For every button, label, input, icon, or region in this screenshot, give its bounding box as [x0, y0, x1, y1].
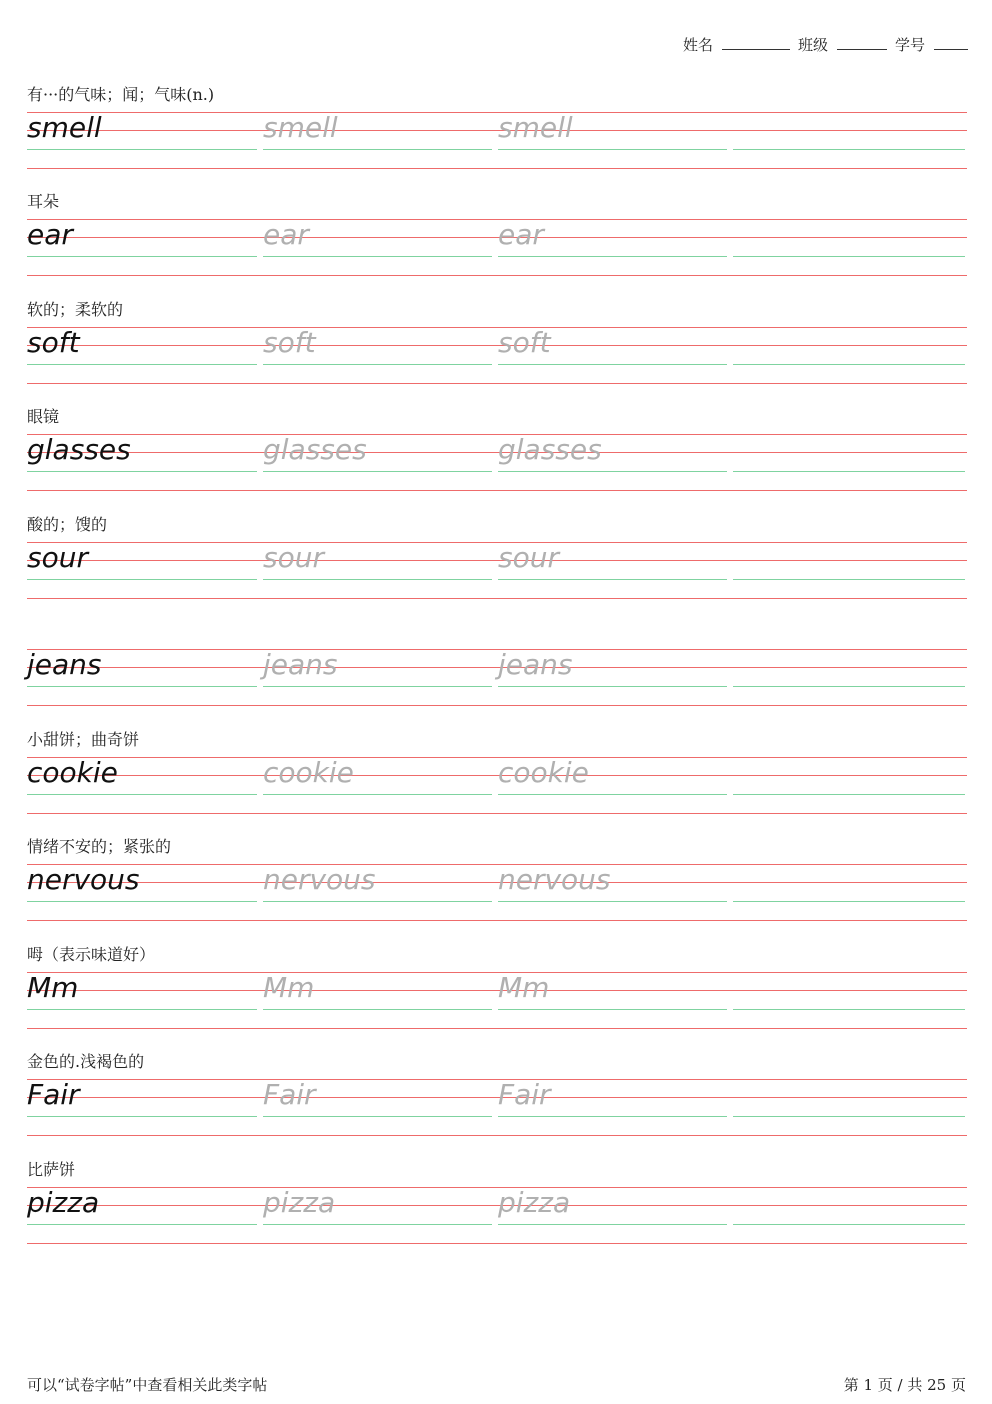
baseline-segment [498, 901, 727, 902]
word-meaning: 软的；柔软的 [27, 300, 124, 319]
guide-line-upper [27, 990, 967, 991]
practice-row [27, 514, 967, 622]
baseline-segment [498, 686, 727, 687]
word-meaning: 耳朵 [27, 192, 60, 211]
baseline-segment [27, 471, 257, 472]
word-meaning: 情绪不安的；紧张的 [27, 837, 172, 856]
practice-row [27, 836, 967, 944]
baseline-segment [498, 256, 727, 257]
guide-line-bottom [27, 383, 967, 384]
practice-row [27, 406, 967, 514]
guide-line-bottom [27, 813, 967, 814]
guide-line-bottom [27, 275, 967, 276]
word-meaning: 小甜饼；曲奇饼 [27, 730, 140, 749]
baseline-segment [733, 256, 965, 257]
baseline-segment [733, 794, 965, 795]
baseline-segment [27, 149, 257, 150]
baseline-segment [733, 1224, 965, 1225]
guide-line-bottom [27, 1135, 967, 1136]
guide-line-bottom [27, 598, 967, 599]
model-word: pizza [27, 1186, 100, 1219]
word-meaning: 酸的；馊的 [27, 515, 108, 534]
trace-word[interactable]: nervous [263, 863, 376, 896]
practice-row [27, 621, 967, 729]
footer-note: 可以“试卷字帖”中查看相关此类字帖 [27, 1376, 268, 1394]
trace-word[interactable]: Mm [498, 971, 550, 1004]
baseline-segment [27, 794, 257, 795]
guide-line-top [27, 327, 967, 328]
class-blank[interactable] [837, 35, 887, 50]
baseline-segment [263, 579, 492, 580]
word-meaning: 呣（表示味道好） [27, 945, 156, 964]
page-number: 第 1 页 / 共 25 页 [843, 1376, 966, 1394]
baseline-segment [27, 901, 257, 902]
baseline-segment [27, 1116, 257, 1117]
baseline-segment [27, 1009, 257, 1010]
guide-line-top [27, 649, 967, 650]
guide-line-upper [27, 1097, 967, 1098]
guide-line-top [27, 757, 967, 758]
trace-word[interactable]: jeans [498, 648, 573, 681]
practice-row [27, 1159, 967, 1267]
baseline-segment [733, 901, 965, 902]
baseline-segment [263, 686, 492, 687]
baseline-segment [733, 471, 965, 472]
model-word: glasses [27, 433, 131, 466]
trace-word[interactable]: smell [498, 111, 573, 144]
baseline-segment [498, 1009, 727, 1010]
trace-word[interactable]: soft [498, 326, 551, 359]
baseline-segment [27, 686, 257, 687]
guide-line-upper [27, 130, 967, 131]
baseline-segment [263, 794, 492, 795]
trace-word[interactable]: sour [263, 541, 324, 574]
trace-word[interactable]: smell [263, 111, 338, 144]
baseline-segment [263, 1009, 492, 1010]
baseline-segment [498, 1224, 727, 1225]
guide-line-top [27, 434, 967, 435]
model-word: Mm [27, 971, 79, 1004]
student-info-header [683, 34, 968, 55]
baseline-segment [498, 1116, 727, 1117]
guide-line-bottom [27, 490, 967, 491]
guide-line-bottom [27, 920, 967, 921]
model-word: smell [27, 111, 102, 144]
baseline-segment [263, 1116, 492, 1117]
baseline-segment [733, 579, 965, 580]
guide-line-bottom [27, 1243, 967, 1244]
baseline-segment [27, 256, 257, 257]
trace-word[interactable]: pizza [263, 1186, 336, 1219]
trace-word[interactable]: nervous [498, 863, 611, 896]
trace-word[interactable]: ear [498, 218, 544, 251]
baseline-segment [498, 579, 727, 580]
id-label: 学号 [894, 36, 925, 54]
trace-word[interactable]: ear [263, 218, 309, 251]
trace-word[interactable]: Fair [263, 1078, 316, 1111]
trace-word[interactable]: glasses [498, 433, 602, 466]
guide-line-bottom [27, 1028, 967, 1029]
baseline-segment [263, 149, 492, 150]
word-meaning: 比萨饼 [27, 1160, 76, 1179]
guide-line-top [27, 1079, 967, 1080]
trace-word[interactable]: sour [498, 541, 559, 574]
guide-line-upper [27, 775, 967, 776]
trace-word[interactable]: pizza [498, 1186, 571, 1219]
guide-line-upper [27, 1205, 967, 1206]
practice-row [27, 944, 967, 1052]
trace-word[interactable]: Fair [498, 1078, 551, 1111]
baseline-segment [27, 1224, 257, 1225]
guide-line-top [27, 1187, 967, 1188]
practice-row [27, 299, 967, 407]
baseline-segment [263, 364, 492, 365]
practice-row [27, 1051, 967, 1159]
model-word: cookie [27, 756, 118, 789]
name-blank[interactable] [722, 35, 790, 50]
baseline-segment [733, 364, 965, 365]
model-word: jeans [27, 648, 102, 681]
model-word: Fair [27, 1078, 80, 1111]
trace-word[interactable]: cookie [263, 756, 354, 789]
model-word: sour [27, 541, 88, 574]
baseline-segment [263, 256, 492, 257]
baseline-segment [733, 686, 965, 687]
guide-line-upper [27, 237, 967, 238]
baseline-segment [733, 149, 965, 150]
trace-word[interactable]: glasses [263, 433, 367, 466]
trace-word[interactable]: soft [263, 326, 316, 359]
baseline-segment [498, 471, 727, 472]
trace-word[interactable]: cookie [498, 756, 589, 789]
word-meaning: 眼镜 [27, 407, 60, 426]
baseline-segment [498, 794, 727, 795]
practice-row [27, 191, 967, 299]
guide-line-top [27, 972, 967, 973]
model-word: soft [27, 326, 80, 359]
trace-word[interactable]: Mm [263, 971, 315, 1004]
guide-line-upper [27, 452, 967, 453]
practice-row [27, 84, 967, 192]
guide-line-bottom [27, 168, 967, 169]
practice-row [27, 729, 967, 837]
baseline-segment [498, 364, 727, 365]
guide-line-top [27, 542, 967, 543]
guide-line-top [27, 112, 967, 113]
baseline-segment [263, 901, 492, 902]
baseline-segment [27, 364, 257, 365]
guide-line-bottom [27, 705, 967, 706]
word-meaning: 有···的气味；闻；气味(n.) [27, 85, 215, 104]
baseline-segment [263, 471, 492, 472]
word-meaning: 金色的.浅褐色的 [27, 1052, 145, 1071]
baseline-segment [498, 149, 727, 150]
trace-word[interactable]: jeans [263, 648, 338, 681]
baseline-segment [733, 1009, 965, 1010]
guide-line-top [27, 219, 967, 220]
guide-line-upper [27, 345, 967, 346]
class-label: 班级 [797, 36, 828, 54]
guide-line-upper [27, 667, 967, 668]
id-blank[interactable] [934, 35, 968, 50]
guide-line-upper [27, 560, 967, 561]
guide-line-top [27, 864, 967, 865]
baseline-segment [27, 579, 257, 580]
model-word: ear [27, 218, 73, 251]
name-label: 姓名 [682, 36, 713, 54]
guide-line-upper [27, 882, 967, 883]
model-word: nervous [27, 863, 140, 896]
baseline-segment [263, 1224, 492, 1225]
baseline-segment [733, 1116, 965, 1117]
